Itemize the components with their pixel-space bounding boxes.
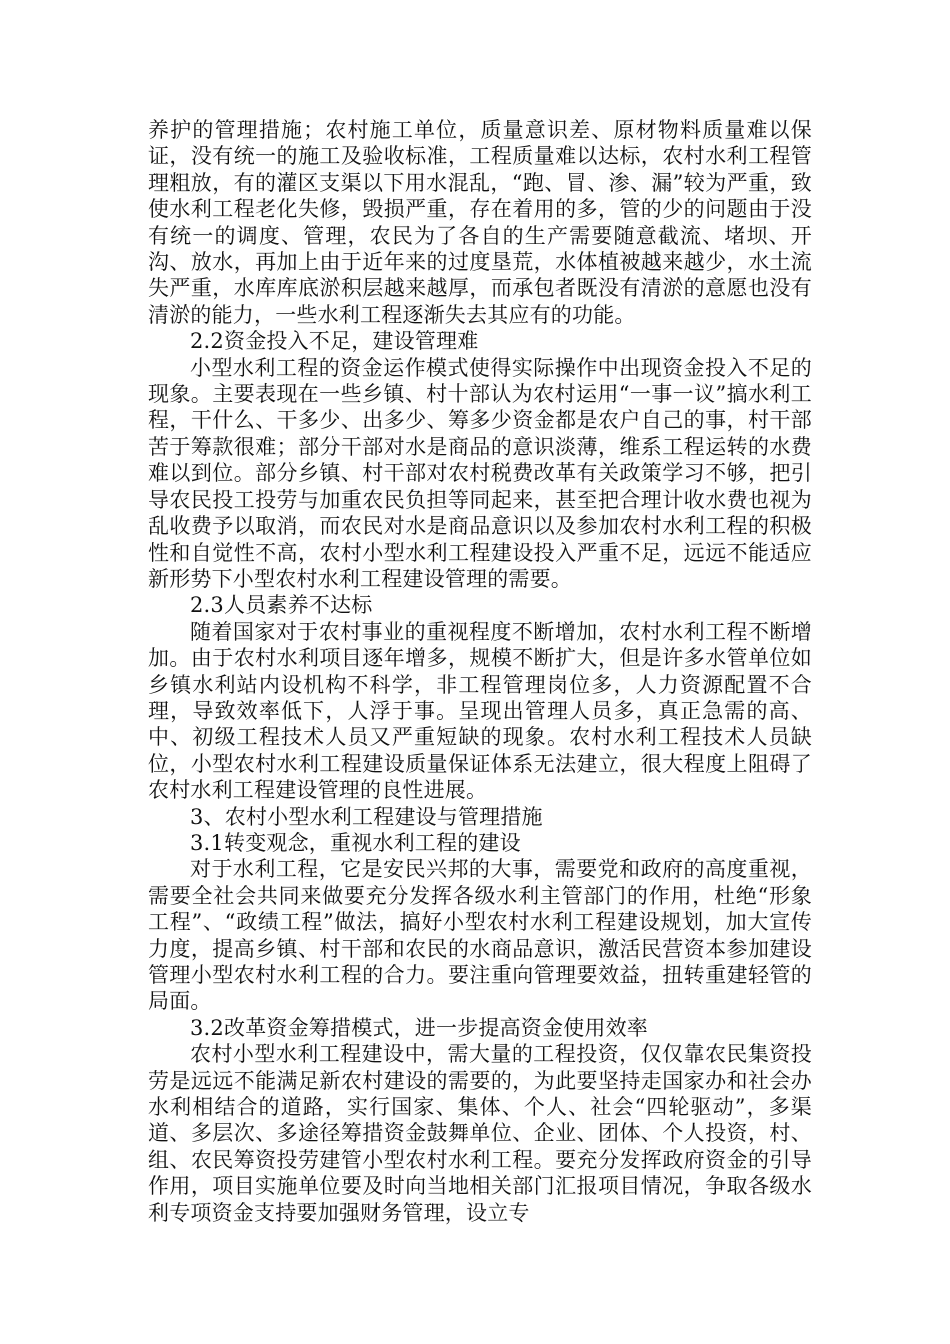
paragraph-funding: 小型水利工程的资金运作模式使得实际操作中出现资金投入不足的现象。主要表现在一些乡镇、村十部认为农村运用“一事一议”搞水利工程，干什么、干多少、出多少、筹多少资金都是农户自己的事，村干部苦于筹款很难；部分干部对水是商品的意识淡薄，维系工程运转的水费难以到位。部分乡镇、村干部对农村税费改革有关政策学习不够，把引导农民投工投劳与加重农民负担等同起来，甚至把合理计收水费也视为乱收费予以取消，而农民对水是商品意识以及参加农村水利工程的积极性和自觉性不高，农村小型水利工程建设投入严重不足，远远不能适应新形势下小型农村水利工程建设管理的需要。 <box>148 355 812 591</box>
section-heading-2-2: 2.2资金投入不足，建设管理难 <box>190 329 479 354</box>
section-heading-2-3: 2.3人员素养不达标 <box>190 593 373 618</box>
paragraph-funding-reform: 农村小型水利工程建设中，需大量的工程投资，仅仅靠农民集资投劳是远远不能满足新农村建设的需要的，为此要坚持走国家办和社会办水利相结合的道路，实行国家、集体、个人、社会“四轮驱动”，多渠道、多层次、多途径筹措资金鼓舞单位、企业、团体、个人投资，村、组、农民筹资投劳建管小型农村水利工程。要充分发挥政府资金的引导作用，项目实施单位要及时向当地相关部门汇报项目情况，争取各级水利专项资金支持要加强财务管理，设立专 <box>148 1042 812 1225</box>
paragraph-concept-change: 对于水利工程，它是安民兴邦的大事，需要党和政府的高度重视，需要全社会共同来做要充分发挥各级水利主管部门的作用，杜绝“形象工程”、“政绩工程”做法，搞好小型农村水利工程建设规划，加大宣传力度，提高乡镇、村干部和农民的水商品意识，激活民营资本参加建设管理小型农村水利工程的合力。要注重向管理要效益，扭转重建轻管的局面。 <box>148 857 812 1014</box>
section-heading-3: 3、农村小型水利工程建设与管理措施 <box>190 804 543 829</box>
paragraph-maintenance-issues: 养护的管理措施；农村施工单位，质量意识差、原材物料质量难以保证，没有统一的施工及验收标准，工程质量难以达标，农村水利工程管理粗放，有的灌区支渠以下用水混乱，“跑、冒、渗、漏”较为严重，致使水利工程老化失修，毁损严重，存在着用的多，管的少的问题由于没有统一的调度、管理，农民为了各自的生产需要随意截流、堵坝、开沟、放水，再加上由于近年来的过度垦荒，水体植被越来越少，水土流失严重，水库库底淤积层越来越厚，而承包者既没有清淤的意愿也没有清淤的能力，一些水利工程逐渐失去其应有的功能。 <box>148 118 812 327</box>
paragraph-personnel: 随着国家对于农村事业的重视程度不断增加，农村水利工程不断增加。由于农村水利项目逐年增多，规模不断扩大，但是许多水管单位如乡镇水利站内设机构不科学，非工程管理岗位多，人力资源配置不合理，导致效率低下，人浮于事。呈现出管理人员多，真正急需的高、中、初级工程技术人员又严重短缺的现象。农村水利工程技术人员缺位，小型农村水利工程建设质量保证体系无法建立，很大程度上阻碍了农村水利工程建设管理的良性进展。 <box>148 619 812 803</box>
section-heading-3-1: 3.1转变观念，重视水利工程的建设 <box>190 830 521 855</box>
section-heading-3-2: 3.2改革资金筹措模式，进一步提高资金使用效率 <box>190 1015 648 1040</box>
document-body <box>148 117 812 1226</box>
